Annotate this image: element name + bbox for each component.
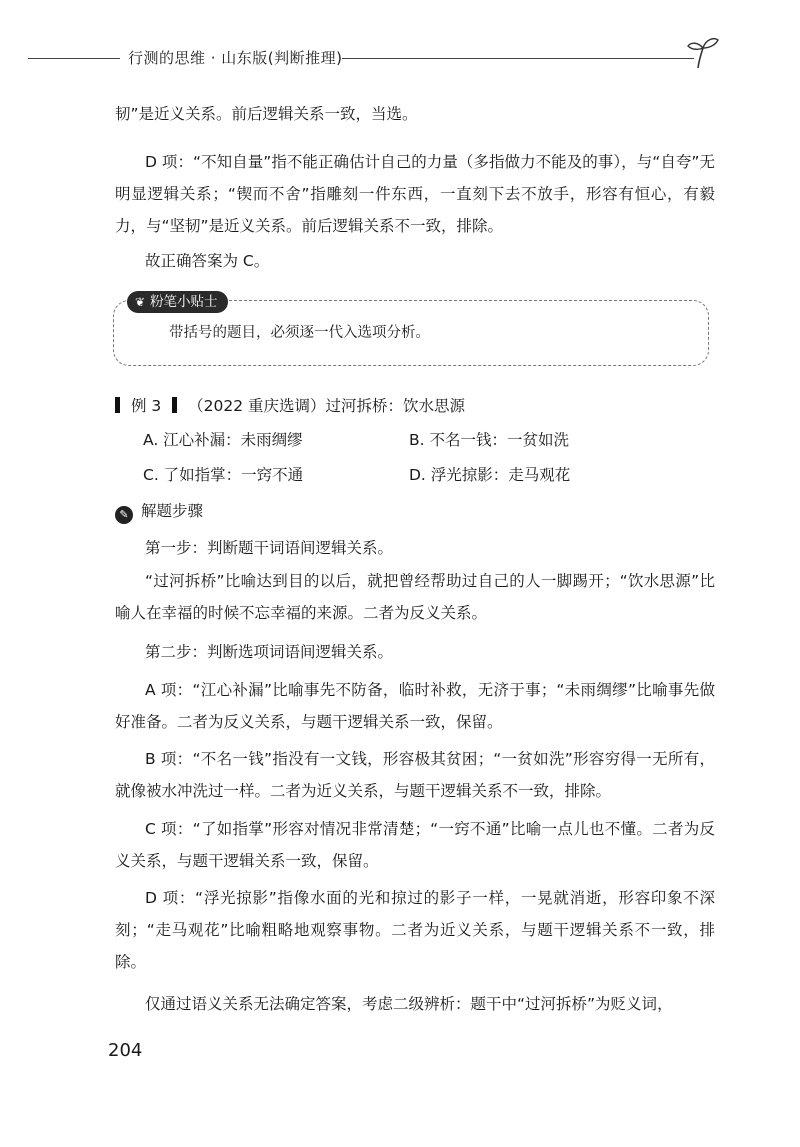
option-d: D. 浮光掠影：走马观花 [409,466,571,484]
example-question: 过河拆桥：饮水思源 [325,397,465,415]
tip-text: 带括号的题目，必须逐一代入选项分析。 [169,325,430,341]
steps-heading-text: 解题步骤 [141,502,204,520]
step-one: 第一步：判断题干词语间逻辑关系。 [145,539,394,557]
tip-label [127,291,228,313]
example-source: （2022 重庆选调） [188,397,326,415]
example-bar-right [172,397,177,413]
option-b: B. 不名一钱：一贫如洗 [409,431,569,449]
sprout-icon [684,34,722,72]
option-a-analysis: A 项：“江心补漏”比喻事先不防备，临时补救，无济于事；“未雨绸缪”比喻事先做好准备。二者为反义关系，与题干逻辑关系一致，保留。 [115,681,715,731]
paragraph-answer: 故正确答案为 C。 [145,252,270,270]
page-number: 204 [108,1040,143,1061]
example-heading [115,392,465,420]
paragraph-option-d-analysis: D 项：“不知自量”指不能正确估计自己的力量（多指做力不能及的事），与“自夸”无明显逻辑关系；“锲而不舍”指雕刻一件东西，一直刻下去不放手，形容有恒心，有毅力，与“坚韧”是近义关系。前后逻辑关系不一致，排除。 [115,153,715,235]
header-title: 行测的思维 · 山东版(判断推理) [128,49,343,67]
step-one-analysis: “过河拆桥”比喻达到目的以后，就把曾经帮助过自己的人一脚踢开；“饮水思源”比喻人在幸福的时候不忘幸福的来源。二者为反义关系。 [115,572,715,622]
option-a: A. 江心补漏：未雨绸缪 [143,431,303,449]
example-number: 例 3 [130,397,162,415]
example-bar-left [115,397,120,413]
step-two: 第二步：判断选项词语间逻辑关系。 [145,643,394,661]
option-d-analysis: D 项：“浮光掠影”指像水面的光和掠过的影子一样，一晃就消逝，形容印象不深刻；“走马观花”比喻粗略地观察事物。二者为近义关系，与题干逻辑关系不一致，排除。 [115,889,715,971]
secondary-analysis: 仅通过语义关系无法确定答案，考虑二级辨析：题干中“过河拆桥”为贬义词， [145,995,673,1013]
option-b-analysis: B 项：“不名一钱”指没有一文钱，形容极其贫困；“一贫如洗”形容穷得一无所有，就像被水冲洗过一样。二者为近义关系，与题干逻辑关系不一致，排除。 [115,750,715,800]
paragraph-continuation: 韧”是近义关系。前后逻辑关系一致，当选。 [115,105,418,123]
option-c: C. 了如指掌：一窍不通 [143,466,304,484]
tip-label-text: 粉笔小贴士 [150,294,218,310]
leaf-icon: ❦ [135,295,146,309]
running-header [20,40,720,76]
header-rule-left [28,58,120,59]
pen-icon: ✎ [115,506,133,524]
option-c-analysis: C 项：“了如指掌”形容对情况非常清楚；“一窍不通”比喻一点儿也不懂。二者为反义关系，与题干逻辑关系一致，保留。 [115,820,715,870]
header-rule-right [342,58,694,59]
steps-heading [115,497,203,525]
